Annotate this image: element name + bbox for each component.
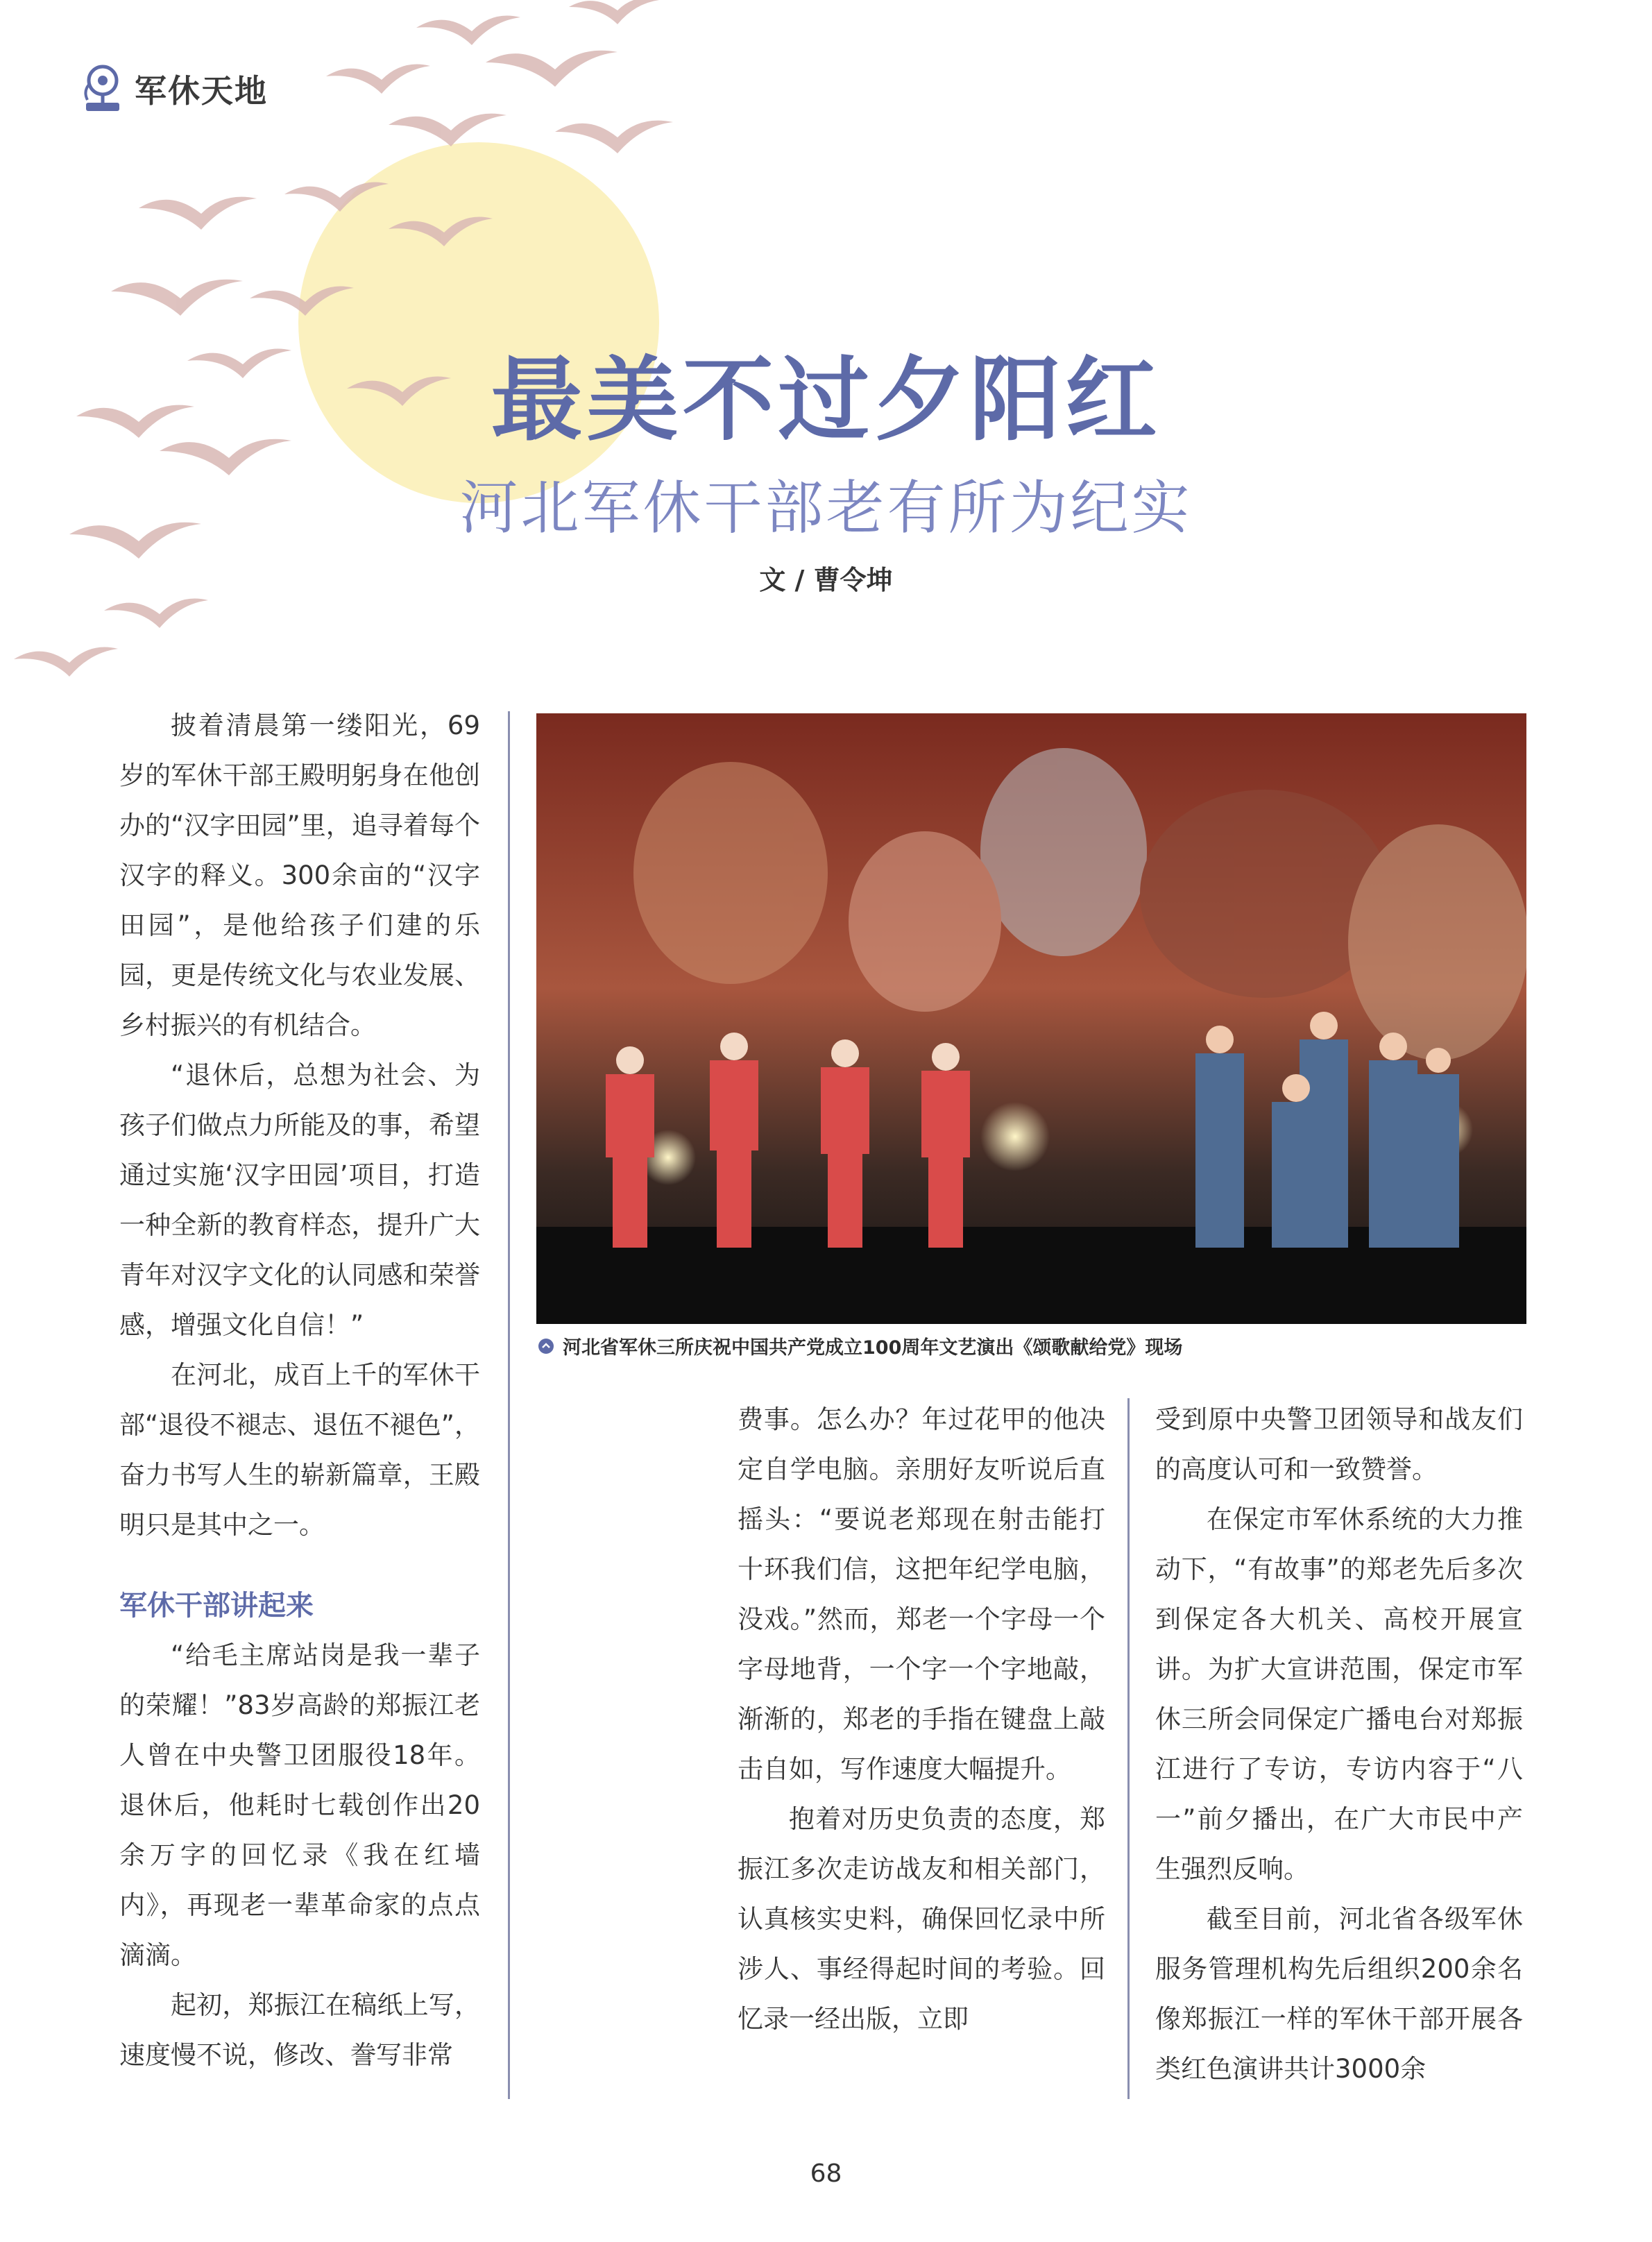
section-tag: [82, 64, 268, 114]
gramophone-icon: [82, 64, 125, 114]
column-divider: [1127, 1398, 1130, 2099]
page-number: 68: [810, 2159, 842, 2188]
article-byline: 文 / 曹令坤: [759, 565, 893, 595]
text-column-3: [1155, 1395, 1523, 2094]
paragraph: “给毛主席站岗是我一辈子的荣耀！”83岁高龄的郑振江老人曾在中央警卫团服役18年。退休后，他耗时七载创作出20余万字的回忆录《我在红墙内》，再现老一辈革命家的点点滴滴。: [119, 1640, 480, 1970]
text-column-1: [119, 701, 480, 2080]
article-subtitle: 河北军休干部老有所为纪实: [459, 474, 1193, 542]
text-column-2: [738, 1395, 1105, 2044]
paragraph: 在河北，成百上千的军休干部“退役不褪志、退伍不褪色”，奋力书写人生的崭新篇章，王殿明只是其中之一。: [119, 1360, 480, 1540]
paragraph: “退休后，总想为社会、为孩子们做点力所能及的事，希望通过实施‘汉字田园’项目，打造一种全新的教育样态，提升广大青年对汉字文化的认同感和荣誉感，增强文化自信！”: [119, 1060, 480, 1340]
paragraph: 截至目前，河北省各级军休服务管理机构先后组织200余名像郑振江一样的军休干部开展各类红色演讲共计3000余: [1155, 1904, 1523, 2084]
section-heading: 军休干部讲起来: [119, 1590, 314, 1622]
paragraph: 抱着对历史负责的态度，郑振江多次走访战友和相关部门，认真核实史料，确保回忆录中所涉人、事经得起时间的考验。回忆录一经出版，立即: [738, 1804, 1105, 2034]
paragraph: 起初，郑振江在稿纸上写，速度慢不说，修改、誊写非常: [119, 1990, 480, 2070]
article-title: 最美不过夕阳红: [491, 347, 1161, 454]
chevron-up-circle-icon: [538, 1338, 554, 1354]
caption-text: 河北省军休三所庆祝中国共产党成立100周年文艺演出《颂歌献给党》现场: [563, 1337, 1183, 1359]
section-label: 军休天地: [135, 72, 268, 110]
paragraph: 披着清晨第一缕阳光，69岁的军休干部王殿明躬身在他创办的“汉字田园”里，追寻着每个汉字的释义。300余亩的“汉字田园”，是他给孩子们建的乐园，更是传统文化与农业发展、乡村振兴的有机结合。: [119, 711, 480, 1040]
paragraph: 在保定市军休系统的大力推动下，“有故事”的郑老先后多次到保定各大机关、高校开展宣讲。为扩大宣讲范围，保定市军休三所会同保定广播电台对郑振江进行了专访，专访内容于“八一”前夕播出，在广大市民中产生强烈反响。: [1155, 1504, 1523, 1884]
performance-photo: [536, 713, 1526, 1324]
paragraph: 受到原中央警卫团领导和战友们的高度认可和一致赞誉。: [1155, 1404, 1523, 1484]
paragraph: 费事。怎么办？年过花甲的他决定自学电脑。亲朋好友听说后直摇头：“要说老郑现在射击能打十环我们信，这把年纪学电脑，没戏。”然而，郑老一个字母一个字母地背，一个字一个字地敲，渐渐的，郑老的手指在键盘上敲击自如，写作速度大幅提升。: [738, 1404, 1105, 1784]
column-divider: [508, 711, 510, 2099]
photo-caption: [538, 1332, 1182, 1359]
